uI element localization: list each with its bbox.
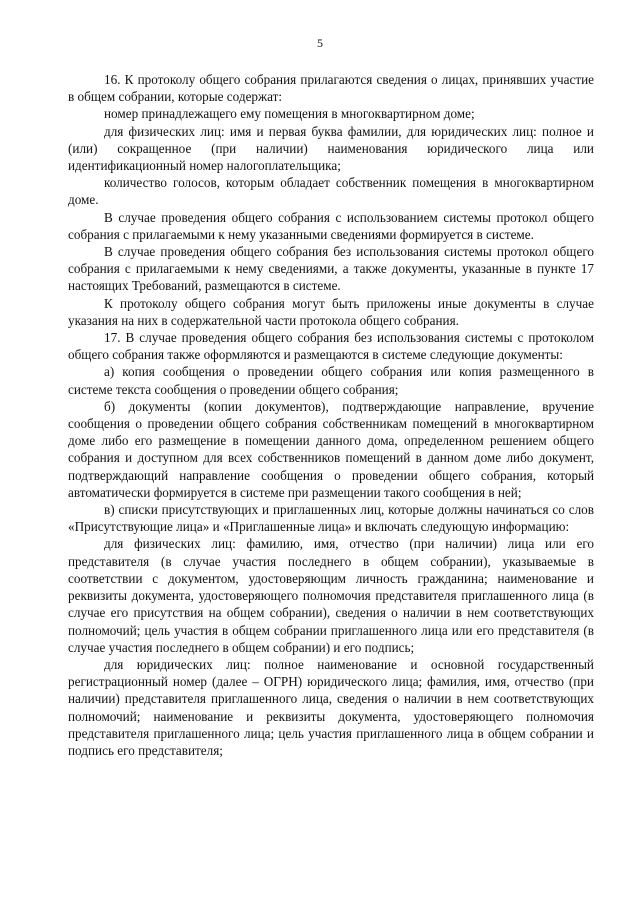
- paragraph-17b: б) документы (копии документов), подтверждающие направление, вручение сообщения о проведении общего собрания собственникам помещений в многоквартирном доме либо его размещение в помещении данного дома, определенном решением общего собрания и доступном для всех собственников помещений в данном доме либо документ, подтверждающий направление сообщения о проведении общего собрания, который автоматически формируется в системе при размещении такого сообщения в ней;: [68, 398, 594, 500]
- paragraph-other-documents: К протоколу общего собрания могут быть приложены иные документы в случае указания на них в содержательной части протокола общего собрания.: [68, 295, 594, 328]
- paragraph-room-number: номер принадлежащего ему помещения в многоквартирном доме;: [104, 106, 475, 122]
- paragraph-17-intro: 17. В случае проведения общего собрания без использования системы с протоколом общего собрания также оформляются и размещаются в системе следующие документы:: [68, 330, 594, 363]
- paragraph-votes-count: количество голосов, которым обладает собственник помещения в многоквартирном доме.: [68, 175, 594, 208]
- paragraph-16-intro: 16. К протоколу общего собрания прилагаются сведения о лицах, принявших участие в общем собрании, которые содержат:: [68, 72, 594, 105]
- paragraph-individuals: для физических лиц: фамилию, имя, отчество (при наличии) лица или его представителя (в случае участия последнего в общем собрании), указываемые в соответствии с документом, удостоверяющим личность гражданина; наименование и реквизиты документа, удостоверяющего полномочия представителя приглашенного лица (в случае его присутствия на общем собрании), сведения о наличии в нем соответствующих полномочий; цель участия в общем собрании приглашенного лица или его представителя (в случае участия последнего в общем собрании) и его подпись;: [68, 536, 594, 655]
- paragraph-legal-entities: для юридических лиц: полное наименование и основной государственный регистрационный номер (далее – ОГРН) юридического лица; фамилия, имя, отчество (при наличии) представителя приглашенного лица, сведения о наличии в нем соответствующих полномочий; наименование и реквизиты документа, удостоверяющего полномочия представителя приглашенного лица; цель участия приглашенного лица в общем собрании и подпись его представителя;: [68, 656, 594, 758]
- document-body: [68, 71, 594, 759]
- page-number: 5: [317, 36, 323, 50]
- paragraph-with-system: В случае проведения общего собрания с использованием системы протокол общего собрания с прилагаемыми к нему указанными сведениями формируется в системе.: [68, 209, 594, 242]
- paragraph-17a: а) копия сообщения о проведении общего собрания или копия размещенного в системе текста сообщения о проведении общего собрания;: [68, 364, 594, 397]
- paragraph-without-system: В случае проведения общего собрания без использования системы протокол общего собрания с прилагаемыми к нему сведениями, а также документы, указанные в пункте 17 настоящих Требований, размещаются в системе.: [68, 244, 594, 294]
- paragraph-17v: в) списки присутствующих и приглашенных лиц, которые должны начинаться со слов «Присутствующие лица» и «Приглашенные лица» и включать следующую информацию:: [68, 502, 594, 535]
- paragraph-person-names: для физических лиц: имя и первая буква фамилии, для юридических лиц: полное и (или) сокращенное (при наличии) наименования юридического лица или идентификационный номер налогоплательщика;: [68, 123, 594, 174]
